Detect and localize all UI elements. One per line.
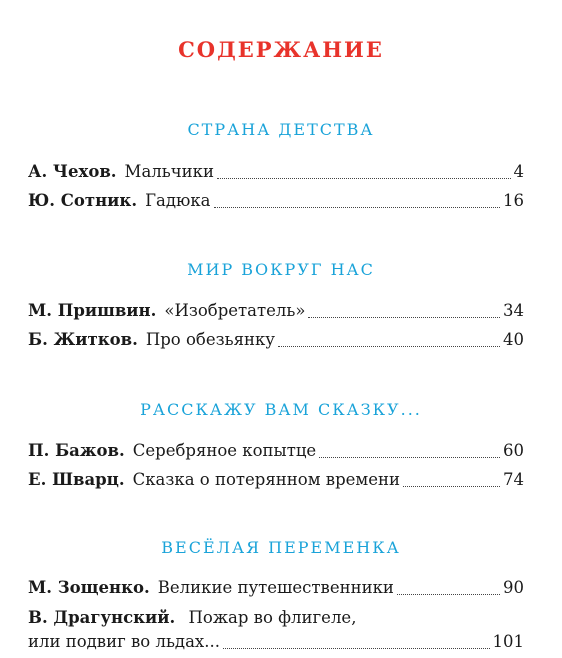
dot-leader (217, 177, 511, 179)
section-title-world: МИР ВОКРУГ НАС (187, 260, 375, 279)
toc-title-continuation: или подвиг во льдах... (28, 632, 220, 651)
dot-leader (223, 647, 490, 649)
toc-entry[interactable] (28, 577, 524, 599)
section-title-fairy-tale: РАССКАЖУ ВАМ СКАЗКУ... (140, 400, 422, 419)
toc-title: Пожар во флигеле, (188, 608, 357, 627)
toc-title: Гадюка (145, 191, 211, 210)
dot-leader (397, 593, 500, 595)
toc-page-number: 4 (513, 162, 524, 181)
toc-page-number: 16 (503, 191, 524, 210)
toc-entry[interactable] (28, 190, 524, 212)
contents-title: СОДЕРЖАНИЕ (178, 37, 384, 62)
toc-page-number: 60 (503, 441, 524, 460)
toc-entry[interactable] (28, 469, 524, 491)
toc-entry-continuation[interactable] (28, 631, 524, 653)
toc-title: Мальчики (124, 162, 214, 181)
toc-author: Б. Житков. (28, 330, 138, 349)
toc-page-number: 90 (503, 578, 524, 597)
toc-author: М. Пришвин. (28, 301, 157, 320)
dot-leader (403, 485, 500, 487)
toc-title: Серебряное копытце (132, 441, 317, 460)
dot-leader (214, 206, 500, 208)
toc-author: Ю. Сотник. (28, 191, 138, 210)
section-title-childhood: СТРАНА ДЕТСТВА (187, 120, 375, 139)
toc-entry[interactable] (28, 329, 524, 351)
toc-author: Е. Шварц. (28, 470, 125, 489)
toc-title: Сказка о потерянном времени (132, 470, 400, 489)
toc-entry-multiline[interactable] (28, 607, 524, 629)
toc-entry[interactable] (28, 161, 524, 183)
toc-entry[interactable] (28, 440, 524, 462)
section-title-fun-break: ВЕСЁЛАЯ ПЕРЕМЕНКА (161, 538, 401, 557)
toc-title: Про обезьянку (145, 330, 276, 349)
toc-page-number: 74 (503, 470, 524, 489)
toc-title: Великие путешественники (157, 578, 394, 597)
dot-leader (278, 345, 500, 347)
toc-page-number: 101 (492, 632, 524, 651)
toc-page-number: 40 (503, 330, 524, 349)
toc-author: В. Драгунский. (28, 608, 176, 627)
toc-title: «Изобретатель» (164, 301, 306, 320)
toc-entry[interactable] (28, 300, 524, 322)
dot-leader (319, 456, 500, 458)
toc-page-number: 34 (503, 301, 524, 320)
toc-author: А. Чехов. (28, 162, 117, 181)
toc-author: М. Зощенко. (28, 578, 150, 597)
toc-author: П. Бажов. (28, 441, 125, 460)
dot-leader (308, 316, 500, 318)
